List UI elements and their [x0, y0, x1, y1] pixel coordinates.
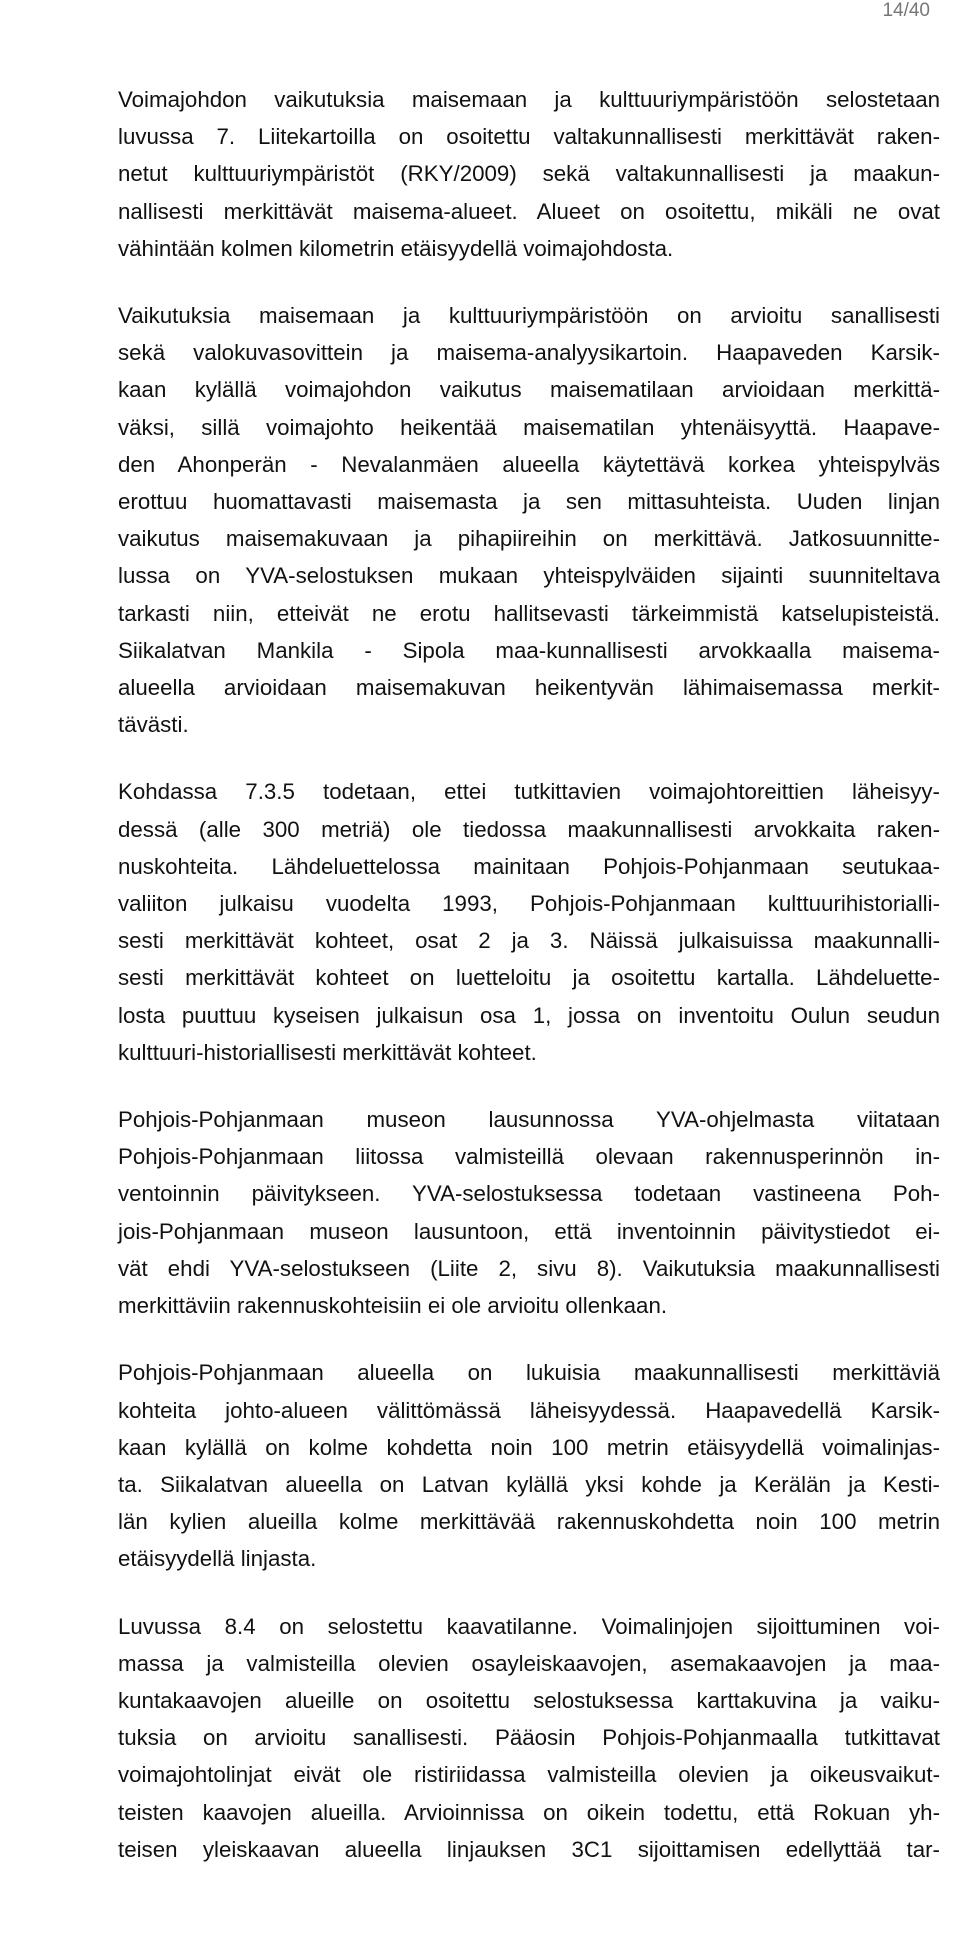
text-line: kaan kylällä on kolme kohdetta noin 100 metrin etäisyydellä voimalinjas-	[118, 1434, 940, 1460]
text-line: Pohjois-Pohjanmaan liitossa valmisteillä olevaan rakennusperinnön in-	[118, 1144, 940, 1170]
paragraph	[118, 1101, 940, 1324]
text-line: Pohjois-Pohjanmaan museon lausunnossa YVA-ohjelmasta viitataan	[118, 1107, 940, 1133]
text-line: Vaikutuksia maisemaan ja kulttuuriympäristöön on arvioitu sanallisesti	[118, 303, 940, 329]
text-line: kohteita johto-alueen välittömässä läheisyydessä. Haapavedellä Karsik-	[118, 1397, 940, 1423]
text-line: nallisesti merkittävät maisema-alueet. Alueet on osoitettu, mikäli ne ovat	[118, 198, 940, 224]
text-line: Voimajohdon vaikutuksia maisemaan ja kulttuuriympäristöön selostetaan	[118, 87, 940, 112]
text-line: väksi, sillä voimajohto heikentää maisematilan yhtenäisyyttä. Haapave-	[118, 414, 940, 440]
text-line: Luvussa 8.4 on selostettu kaavatilanne. Voimalinjojen sijoittuminen voi-	[118, 1613, 940, 1639]
text-line: Kohdassa 7.3.5 todetaan, ettei tutkittavien voimajohtoreittien läheisyy-	[118, 779, 940, 805]
text-line: kuntakaavojen alueille on osoitettu selostuksessa karttakuvina ja vaiku-	[118, 1687, 940, 1713]
text-line: kaan kylällä voimajohdon vaikutus maisematilaan arvioidaan merkittä-	[118, 377, 940, 403]
text-line: den Ahonperän - Nevalanmäen alueella käytettävä korkea yhteispylväs	[118, 451, 940, 477]
text-line: ta. Siikalatvan alueella on Latvan kylällä yksi kohde ja Kerälän ja Kesti-	[118, 1471, 940, 1497]
text-line: erottuu huomattavasti maisemasta ja sen mittasuhteista. Uuden linjan	[118, 489, 940, 515]
paragraph	[118, 297, 940, 743]
paragraph	[118, 773, 940, 1071]
document-body	[118, 81, 940, 1898]
text-line: voimajohtolinjat eivät ole ristiriidassa valmisteilla olevien ja oikeusvaikut-	[118, 1762, 940, 1788]
text-line: sekä valokuvasovittein ja maisema-analyysikartoin. Haapaveden Karsik-	[118, 340, 940, 366]
text-line: sesti merkittävät kohteet, osat 2 ja 3. Näissä julkaisuissa maakunnalli-	[118, 928, 940, 954]
paragraph	[118, 1608, 940, 1868]
text-line: massa ja valmisteilla olevien osayleiskaavojen, asemakaavojen ja maa-	[118, 1650, 940, 1676]
text-line: Pohjois-Pohjanmaan alueella on lukuisia maakunnallisesti merkittäviä	[118, 1360, 940, 1386]
text-line: vaikutus maisemakuvaan ja pihapiireihin on merkittävä. Jatkosuunnitte-	[118, 526, 940, 552]
text-line: tävästi.	[118, 712, 189, 738]
text-line: teisen yleiskaavan alueella linjauksen 3C1 sijoittamisen edellyttää tar-	[118, 1836, 940, 1862]
text-line: tarkasti niin, etteivät ne erotu hallitsevasti tärkeimmistä katselupisteistä.	[118, 600, 940, 626]
text-line: teisten kaavojen alueilla. Arvioinnissa on oikein todettu, että Rokuan yh-	[118, 1799, 940, 1825]
text-line: län kylien alueilla kolme merkittävää rakennuskohdetta noin 100 metrin	[118, 1509, 940, 1535]
text-line: Siikalatvan Mankila - Sipola maa-kunnallisesti arvokkaalla maisema-	[118, 637, 940, 663]
text-line: jois-Pohjanmaan museon lausuntoon, että inventoinnin päivitystiedot ei-	[118, 1218, 940, 1244]
text-line: sesti merkittävät kohteet on luetteloitu ja osoitettu kartalla. Lähdeluette-	[118, 965, 940, 991]
text-line: tuksia on arvioitu sanallisesti. Pääosin Pohjois-Pohjanmaalla tutkittavat	[118, 1725, 940, 1751]
text-line: etäisyydellä linjasta.	[118, 1546, 317, 1572]
text-line: luvussa 7. Liitekartoilla on osoitettu valtakunnallisesti merkittävät raken-	[118, 124, 940, 150]
text-line: losta puuttuu kyseisen julkaisun osa 1, jossa on inventoitu Oulun seudun	[118, 1002, 940, 1028]
text-line: vät ehdi YVA-selostukseen (Liite 2, sivu 8). Vaikutuksia maakunnallisesti	[118, 1255, 940, 1281]
text-line: merkittäviin rakennuskohteisiin ei ole arvioitu ollenkaan.	[118, 1293, 668, 1319]
paragraph	[118, 1354, 940, 1577]
page-number: 14/40	[882, 0, 930, 21]
text-line: netut kulttuuriympäristöt (RKY/2009) sekä valtakunnallisesti ja maakun-	[118, 161, 940, 187]
paragraph	[118, 81, 940, 267]
text-line: alueella arvioidaan maisemakuvan heikentyvän lähimaisemassa merkit-	[118, 675, 940, 701]
text-line: kulttuuri-historiallisesti merkittävät kohteet.	[118, 1039, 537, 1065]
text-line: dessä (alle 300 metriä) ole tiedossa maakunnallisesti arvokkaita raken-	[118, 816, 940, 842]
text-line: ventoinnin päivitykseen. YVA-selostuksessa todetaan vastineena Poh-	[118, 1181, 940, 1207]
text-line: nuskohteita. Lähdeluettelossa mainitaan Pohjois-Pohjanmaan seutukaa-	[118, 853, 940, 879]
text-line: lussa on YVA-selostuksen mukaan yhteispylväiden sijainti suunniteltava	[118, 563, 940, 589]
text-line: vähintään kolmen kilometrin etäisyydellä voimajohdosta.	[118, 235, 674, 261]
text-line: valiiton julkaisu vuodelta 1993, Pohjois-Pohjanmaan kulttuurihistorialli-	[118, 891, 940, 917]
